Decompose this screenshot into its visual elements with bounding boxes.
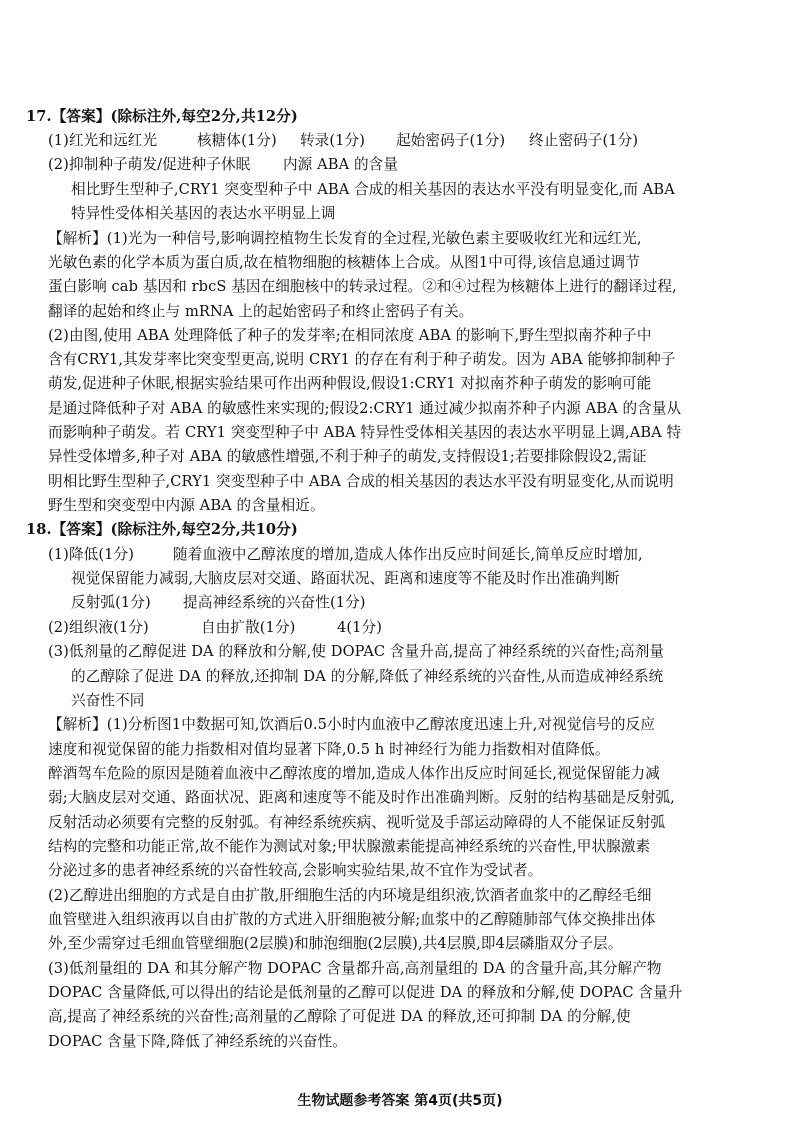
- q18-analysis-line: 高,提高了神经系统的兴奋性;高剂量的乙醇除了可促进 DA 的释放,还可抑制 DA 的分解,使: [48, 1008, 631, 1025]
- q17-a1-part: 起始密码子(1分): [395, 132, 506, 149]
- q18-a3-line: 兴奋性不同: [71, 692, 145, 709]
- q17-a2-num: (2): [48, 156, 69, 173]
- q17-a1-part: 终止密码子(1分): [528, 132, 639, 149]
- q18-analysis-line: 外,至少需穿过毛细血管壁细胞(2层膜)和肺泡细胞(2层膜),共4层膜,即4层磷脂双分子层。: [48, 935, 623, 952]
- q18-answer-1: [48, 545, 643, 565]
- q18-analysis-line: 结构的完整和功能正常,故不能作为测试对象;甲状腺激素能提高神经系统的兴奋性,甲状腺激素: [48, 838, 651, 855]
- q17-a1-part: 核糖体(1分): [196, 132, 277, 149]
- q17-answer-2: [48, 155, 398, 175]
- q17-a1-part: 转录(1分): [299, 132, 366, 149]
- q18-analysis-line: DOPAC 含量下降,降低了神经系统的兴奋性。: [48, 1033, 347, 1050]
- q18-a2-part: 组织液(1分): [68, 619, 149, 636]
- q17-a2-line: 特异性受体相关基因的表达水平明显上调: [71, 205, 336, 222]
- q17-analysis-line: 【解析】(1)光为一种信号,影响调控植物生长发育的全过程,光敏色素主要吸收红光和远红光,: [48, 230, 642, 247]
- q18-analysis-line: 反射活动必须要有完整的反射弧。有神经系统疾病、视听觉及手部运动障碍的人不能保证反射弧: [48, 814, 666, 831]
- q17-analysis-line: 蛋白影响 cab 基因和 rbcS 基因在细胞核中的转录过程。②和④过程为核糖体上进行的翻译过程,: [48, 278, 677, 295]
- q18-analysis-line: 弱;大脑皮层对交通、路面状况、距离和速度等不能及时作出准确判断。反射的结构基础是反射弧,: [48, 789, 675, 806]
- q17-analysis-line: 光敏色素的化学本质为蛋白质,故在植物细胞的核糖体上合成。从图1中可得,该信息通过调节: [48, 254, 640, 271]
- q17-analysis-line: 翻译的起始和终止与 mRNA 上的起始密码子和终止密码子有关。: [48, 303, 474, 320]
- q17-a2-part: 抑制种子萌发/促进种子休眠: [68, 156, 251, 173]
- q18-header: 18.【答案】(除标注外,每空2分,共10分): [26, 521, 298, 538]
- q17-header: 17.【答案】(除标注外,每空2分,共12分): [26, 108, 298, 125]
- q18-analysis-line: DOPAC 含量降低,可以得出的结论是低剂量的乙醇可以促进 DA 的释放和分解,使 DOPAC 含量升: [48, 984, 683, 1001]
- q18-a2-part: 4(1分): [336, 619, 383, 636]
- q17-analysis-line: 明相比野生型种子,CRY1 突变型种子中 ABA 合成的相关基因的表达水平没有明显变化,从而说明: [48, 473, 674, 490]
- q17-a1-part: 红光和远红光: [68, 132, 158, 149]
- q17-analysis-line: 异性受体增多,种子对 ABA 的敏感性增强,不利于种子的萌发,支持假设1;若要排除假设2,需证: [48, 448, 647, 465]
- page-footer: 生物试题参考答案 第4页(共5页): [297, 1093, 503, 1109]
- q18-a1-part: 随着血液中乙醇浓度的增加,造成人体作出反应时间延长,简单反应时增加,: [172, 546, 643, 563]
- q18-analysis-line: 血管壁进入组织液再以自由扩散的方式进入肝细胞被分解;血浆中的乙醇随肺部气体交换排出体: [48, 911, 656, 928]
- q18-analysis-line: 【解析】(1)分析图1中数据可知,饮酒后0.5小时内血液中乙醇浓度迅速上升,对视觉信号的反应: [48, 716, 656, 733]
- q18-a2-part: 自由扩散(1分): [200, 619, 296, 636]
- q18-a1-part: 降低(1分): [68, 546, 135, 563]
- q17-a2-part: 内源 ABA 的含量: [282, 156, 399, 173]
- q18-analysis-line: 醉酒驾车危险的原因是随着血液中乙醇浓度的增加,造成人体作出反应时间延长,视觉保留能力减: [48, 765, 660, 782]
- q17-analysis-line: 野生型和突变型中内源 ABA 的含量相近。: [48, 497, 325, 514]
- q18-a1-part: 提高神经系统的兴奋性(1分): [183, 594, 366, 611]
- q17-a1-num: (1): [48, 132, 69, 149]
- q18-analysis-line: (2)乙醇进出细胞的方式是自由扩散,肝细胞生活的内环境是组织液,饮酒者血浆中的乙醇经毛细: [48, 887, 652, 904]
- q17-analysis-line: 萌发,促进种子休眠,根据实验结果可作出两种假设,假设1:CRY1 对拟南芥种子萌发的影响可能: [48, 375, 652, 392]
- q18-a1-part: 反射弧(1分): [71, 594, 151, 611]
- q17-analysis-line: 而影响种子萌发。若 CRY1 突变型种子中 ABA 特异性受体相关基因的表达水平明显上调,ABA 特: [48, 424, 682, 441]
- q18-analysis-line: 分泌过多的患者神经系统的兴奋性较高,会影响实验结果,故不宜作为受试者。: [48, 862, 543, 879]
- q17-analysis-line: 是通过降低种子对 ABA 的敏感性来实现的;假设2:CRY1 通过减少拟南芥种子内源 ABA 的含量从: [48, 400, 682, 417]
- q18-analysis-line: (3)低剂量组的 DA 和其分解产物 DOPAC 含量都升高,高剂量组的 DA 的含量升高,其分解产物: [48, 960, 662, 977]
- q18-a3-line: 的乙醇除了促进 DA 的释放,还抑制 DA 的分解,降低了神经系统的兴奋性,从而造成神经系统: [71, 668, 664, 685]
- q18-a1-num: (1): [48, 546, 69, 563]
- q18-a3-line: (3)低剂量的乙醇促进 DA 的释放和分解,使 DOPAC 含量升高,提高了神经系统的兴奋性;高剂量: [48, 643, 665, 660]
- q18-answer-2: [48, 618, 382, 638]
- q18-analysis-line: 速度和视觉保留的能力指数相对值均显著下降,0.5 h 时神经行为能力指数相对值降低。: [48, 741, 610, 758]
- q18-a2-num: (2): [48, 619, 69, 636]
- q17-a2-line: 相比野生型种子,CRY1 突变型种子中 ABA 合成的相关基因的表达水平没有明显变化,而 ABA: [71, 181, 675, 198]
- q17-answer-1: [48, 131, 638, 151]
- q18-a1-line: 视觉保留能力减弱,大脑皮层对交通、路面状况、距离和速度等不能及时作出准确判断: [71, 570, 620, 587]
- q18-a1-line: [71, 593, 366, 613]
- q17-analysis-line: 含有CRY1,其发芽率比突变型更高,说明 CRY1 的存在有利于种子萌发。因为 ABA 能够抑制种子: [48, 351, 676, 368]
- q17-analysis-line: (2)由图,使用 ABA 处理降低了种子的发芽率;在相同浓度 ABA 的影响下,野生型拟南芥种子中: [48, 327, 652, 344]
